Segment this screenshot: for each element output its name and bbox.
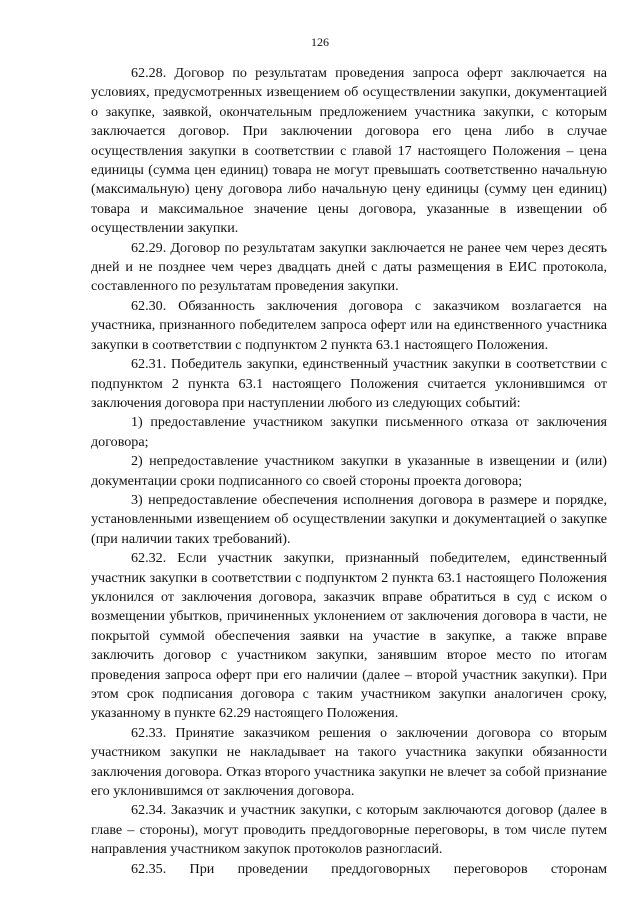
paragraph-62-31: 62.31. Победитель закупки, единственный участник закупки в соответствии с подпунктом 2 пункта 63.1 настоящего Положения считается уклонившимся от заключения договора при наступлении любого из следующих событий: bbox=[91, 356, 607, 411]
document-body bbox=[91, 64, 607, 879]
list-item-2: 2) непредоставление участником закупки в указанные в извещении и (или) документации сроки подписанного со своей стороны проекта договора; bbox=[91, 453, 607, 489]
paragraph-62-30: 62.30. Обязанность заключения договора с заказчиком возлагается на участника, признанного победителем запроса оферт или на единственного участника закупки в соответствии с подпунктом 2 пункта 63.1 настоящего Положения. bbox=[91, 297, 607, 353]
paragraph-62-35: 62.35. При проведении преддоговорных переговоров сторонам bbox=[131, 860, 607, 877]
paragraph-62-32: 62.32. Если участник закупки, признанный победителем, единственный участник закупки в соответствии с подпунктом 2 пункта 63.1 настоящего Положения уклонился от заключения договора, заказчик вправе обратиться в суд с иском о возмещении убытков, причиненных уклонением от заключения договора в части, не покрытой суммой обеспечения заявки на участие в закупке, а также вправе заключить договор с участником закупки, занявшим второе место по итогам проведения запроса оферт при его наличии (далее – второй участник закупки). При этом срок подписания договора с таким участником закупки аналогичен сроку, указанному в пункте 62.29 настоящего Положения. bbox=[91, 550, 607, 722]
paragraph-62-28: 62.28. Договор по результатам проведения запроса оферт заключается на условиях, предусмотренных извещением об осуществлении закупки, документацией о закупке, заявкой, окончательным предложением участника закупки, с которым заключается договор. При заключении договора его цена либо в случае осуществления закупки в соответствии с главой 17 настоящего Положения – цена единицы (сумма цен единиц) товара не могут превышать соответственно начальную (максимальную) цену договора либо начальную цену единицы (сумму цен единиц) товара и максимальное значение цены договора, указанные в извещении об осуществлении закупки. bbox=[91, 65, 607, 237]
paragraph-62-33: 62.33. Принятие заказчиком решения о заключении договора со вторым участником закупки не накладывает на такого участника закупки обязанности заключения договора. Отказ второго участника закупки не влечет за собой признание его уклонившимся от заключения договора. bbox=[91, 724, 607, 800]
page-number: 126 bbox=[311, 35, 329, 49]
list-item-1: 1) предоставление участником закупки письменного отказа от заключения договора; bbox=[91, 414, 607, 450]
paragraph-62-29: 62.29. Договор по результатам закупки заключается не ранее чем через десять дней и не позднее чем через двадцать дней с даты размещения в ЕИС протокола, составленного по результатам проведения закупки. bbox=[91, 239, 607, 295]
list-item-3: 3) непредоставление обеспечения исполнения договора в размере и порядке, установленными извещением об осуществлении закупки и документацией о закупке (при наличии таких требований). bbox=[91, 491, 607, 547]
paragraph-62-34: 62.34. Заказчик и участник закупки, с которым заключаются договор (далее в главе – стороны), могут проводить преддоговорные переговоры, в том числе путем направления участником закупок протоколов разногласий. bbox=[91, 802, 607, 858]
